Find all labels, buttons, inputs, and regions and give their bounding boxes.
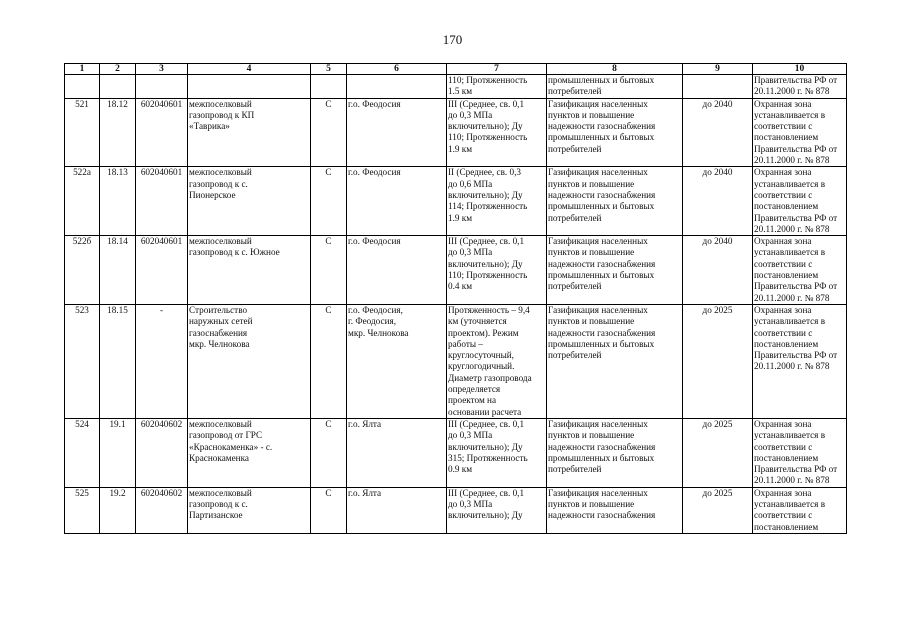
- characteristics: 110; Протяженность 1.5 км: [447, 75, 547, 99]
- location: г.о. Ялта: [347, 418, 447, 487]
- characteristics: Протяженность – 9,4 км (уточняется проектом). Режим работы – круглосуточный, круглогодичный. Диаметр газопровода определяется проектом на основании расчета: [447, 304, 547, 418]
- object-name: [188, 75, 311, 99]
- column-header: 6: [347, 64, 447, 75]
- item-code: 18.14: [100, 236, 136, 305]
- purpose: Газификация населенных пунктов и повышение надежности газоснабжения промышленных и бытовых потребителей: [547, 236, 683, 305]
- column-header: 7: [447, 64, 547, 75]
- location: г.о. Феодосия, г. Феодосия, мкр. Челнокова: [347, 304, 447, 418]
- item-code: [100, 75, 136, 99]
- location: г.о. Феодосия: [347, 236, 447, 305]
- zone-note: Охранная зона устанавливается в соответствии с постановлением Правительства РФ от 20.11.2000 г. № 878: [753, 98, 847, 167]
- column-header: 10: [753, 64, 847, 75]
- deadline: [683, 75, 753, 99]
- row-number: 524: [65, 418, 100, 487]
- column-header: 5: [311, 64, 347, 75]
- object-name: межпоселковый газопровод к КП «Таврика»: [188, 98, 311, 167]
- table-row: [65, 167, 847, 236]
- object-code: -: [136, 304, 188, 418]
- column-header: 8: [547, 64, 683, 75]
- characteristics: II (Среднее, св. 0,3 до 0,6 МПа включительно); Ду 114; Протяженность 1.9 км: [447, 167, 547, 236]
- column-header: 3: [136, 64, 188, 75]
- object-name: межпоселковый газопровод к с. Партизанское: [188, 487, 311, 533]
- status: С: [311, 304, 347, 418]
- location: [347, 75, 447, 99]
- deadline: до 2040: [683, 236, 753, 305]
- zone-note: Правительства РФ от 20.11.2000 г. № 878: [753, 75, 847, 99]
- location: г.о. Феодосия: [347, 167, 447, 236]
- table-row: [65, 98, 847, 167]
- row-number: 523: [65, 304, 100, 418]
- characteristics: III (Среднее, св. 0,1 до 0,3 МПа включительно); Ду 110; Протяженность 0.4 км: [447, 236, 547, 305]
- object-name: Строительство наружных сетей газоснабжения мкр. Челнокова: [188, 304, 311, 418]
- column-header: 4: [188, 64, 311, 75]
- status: [311, 75, 347, 99]
- item-code: 18.13: [100, 167, 136, 236]
- row-number: 525: [65, 487, 100, 533]
- deadline: до 2025: [683, 487, 753, 533]
- characteristics: III (Среднее, св. 0,1 до 0,3 МПа включительно); Ду 110; Протяженность 1.9 км: [447, 98, 547, 167]
- status: С: [311, 487, 347, 533]
- object-name: межпоселковый газопровод от ГРС «Краснокаменка» - с. Краснокаменка: [188, 418, 311, 487]
- object-code: 602040602: [136, 418, 188, 487]
- object-code: [136, 75, 188, 99]
- status: С: [311, 167, 347, 236]
- zone-note: Охранная зона устанавливается в соответствии с постановлением Правительства РФ от 20.11.2000 г. № 878: [753, 236, 847, 305]
- purpose: промышленных и бытовых потребителей: [547, 75, 683, 99]
- purpose: Газификация населенных пунктов и повышение надежности газоснабжения промышленных и бытовых потребителей: [547, 304, 683, 418]
- row-number: 521: [65, 98, 100, 167]
- column-header: 9: [683, 64, 753, 75]
- row-number: 522б: [65, 236, 100, 305]
- purpose: Газификация населенных пунктов и повышение надежности газоснабжения промышленных и бытовых потребителей: [547, 418, 683, 487]
- status: С: [311, 98, 347, 167]
- column-header: 2: [100, 64, 136, 75]
- location: г.о. Ялта: [347, 487, 447, 533]
- registry-table: [64, 63, 847, 534]
- deadline: до 2040: [683, 167, 753, 236]
- object-name: межпоселковый газопровод к с. Пионерское: [188, 167, 311, 236]
- page-number: 170: [442, 32, 463, 47]
- table-row: [65, 418, 847, 487]
- item-code: 18.15: [100, 304, 136, 418]
- zone-note: Охранная зона устанавливается в соответствии с постановлением Правительства РФ от 20.11.2000 г. № 878: [753, 418, 847, 487]
- zone-note: Охранная зона устанавливается в соответствии с постановлением Правительства РФ от 20.11.2000 г. № 878: [753, 167, 847, 236]
- table-row: [65, 75, 847, 99]
- object-code: 602040601: [136, 167, 188, 236]
- table-row: [65, 304, 847, 418]
- deadline: до 2040: [683, 98, 753, 167]
- zone-note: Охранная зона устанавливается в соответствии с постановлением: [753, 487, 847, 533]
- column-header: 1: [65, 64, 100, 75]
- item-code: 19.2: [100, 487, 136, 533]
- header-row: [65, 64, 847, 75]
- purpose: Газификация населенных пунктов и повышение надежности газоснабжения промышленных и бытовых потребителей: [547, 98, 683, 167]
- status: С: [311, 418, 347, 487]
- row-number: 522а: [65, 167, 100, 236]
- purpose: Газификация населенных пунктов и повышение надежности газоснабжения: [547, 487, 683, 533]
- zone-note: Охранная зона устанавливается в соответствии с постановлением Правительства РФ от 20.11.2000 г. № 878: [753, 304, 847, 418]
- table-row: [65, 487, 847, 533]
- object-code: 602040601: [136, 236, 188, 305]
- status: С: [311, 236, 347, 305]
- location: г.о. Феодосия: [347, 98, 447, 167]
- item-code: 18.12: [100, 98, 136, 167]
- object-code: 602040601: [136, 98, 188, 167]
- table-row: [65, 236, 847, 305]
- object-name: межпоселковый газопровод к с. Южное: [188, 236, 311, 305]
- characteristics: III (Среднее, св. 0,1 до 0,3 МПа включительно); Ду: [447, 487, 547, 533]
- row-number: [65, 75, 100, 99]
- purpose: Газификация населенных пунктов и повышение надежности газоснабжения промышленных и бытовых потребителей: [547, 167, 683, 236]
- characteristics: III (Среднее, св. 0,1 до 0,3 МПа включительно); Ду 315; Протяженность 0.9 км: [447, 418, 547, 487]
- deadline: до 2025: [683, 304, 753, 418]
- item-code: 19.1: [100, 418, 136, 487]
- object-code: 602040602: [136, 487, 188, 533]
- deadline: до 2025: [683, 418, 753, 487]
